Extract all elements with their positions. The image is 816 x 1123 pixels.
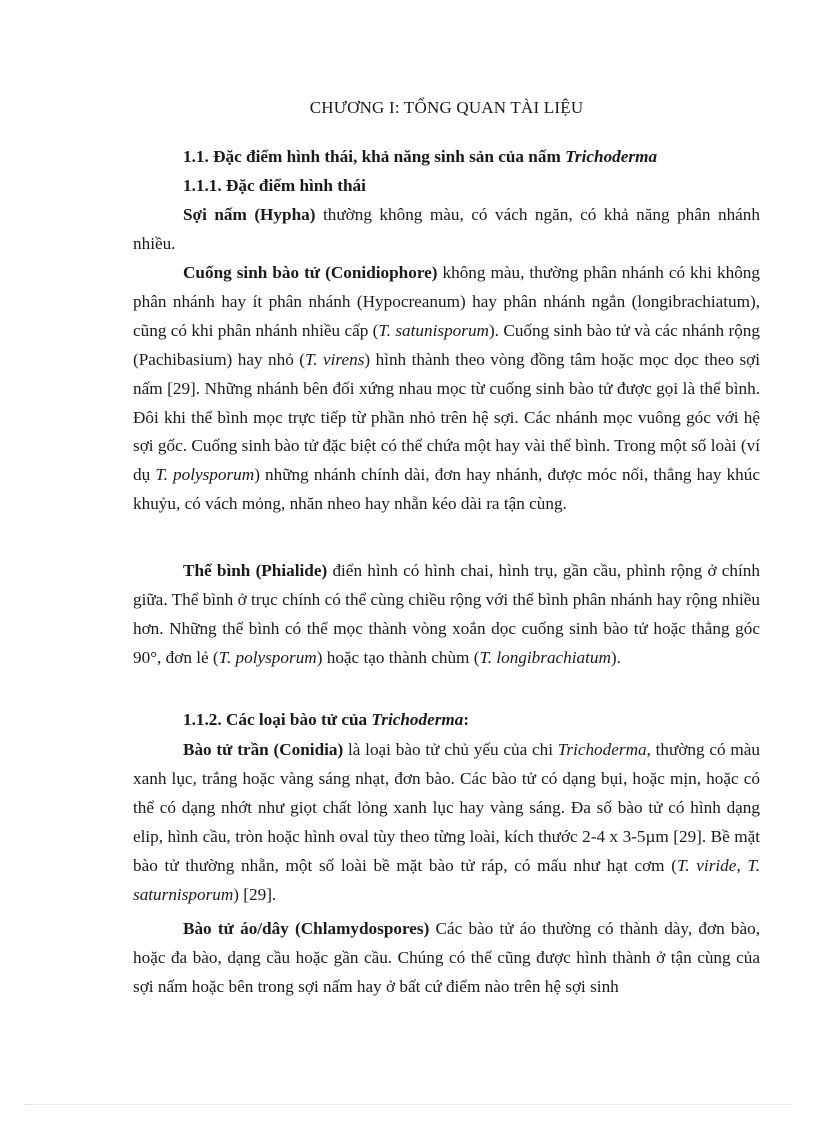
paragraph-phialide	[133, 557, 760, 673]
heading-1-1-italic: Trichoderma	[565, 147, 658, 166]
chlamydospores-lead: Bào tử áo/dây (Chlamydospores)	[183, 919, 430, 938]
conidia-text-1: là loại bào tử chủ yếu của chi	[343, 740, 558, 759]
conidiophore-text-2: ). Cuống sinh bào tử và các nhánh rộng (Pachibasium) hay nhỏ (	[133, 320, 760, 369]
hypha-lead: Sợi nấm (Hypha)	[183, 205, 316, 224]
page-bottom-divider	[24, 1104, 792, 1105]
heading-1-1-2	[133, 706, 760, 735]
conidiophore-species-1: T. satunisporum	[378, 320, 489, 340]
conidiophore-text-3: ) hình thành theo vòng đồng tâm hoặc mọc dọc theo sợi nấm [29]. Những nhánh bên đối xứng nhau mọc từ cuống sinh bào tử được gọi là thể bình. Đôi khi thể bình mọc trực tiếp từ phần nhỏ trên hệ sợi. Các nhánh mọc vuông góc với hệ sợi gốc. Cuống sinh bào tử đặc biệt có thể chứa một hay vài thể bình. Trong một số loài (ví dụ	[133, 349, 760, 485]
phialide-species-2: T. longibrachiatum	[479, 647, 611, 667]
conidia-text-3: ,	[736, 855, 748, 875]
conidiophore-text-4: ) những nhánh chính dài, đơn hay nhánh, được móc nối, thẳng hay khúc khuỷu, có vách mỏng, nhăn nheo hay nhẵn kéo dài ra tận cùng.	[133, 465, 760, 514]
paragraph-hypha	[133, 201, 760, 259]
paragraph-conidiophore	[133, 259, 760, 519]
heading-1-1-1	[133, 172, 760, 201]
chapter-title: CHƯƠNG I: TỔNG QUAN TÀI LIỆU	[309, 98, 584, 117]
paragraph-conidia	[133, 736, 760, 909]
conidia-species-2: T. saturnisporum	[133, 855, 761, 904]
hypha-text: thường không màu, có vách ngăn, có khả năng phân nhánh nhiều.	[133, 205, 760, 253]
heading-1-1	[133, 143, 760, 172]
heading-1-1-2-text: 1.1.2. Các loại bào tử của	[183, 710, 372, 729]
phialide-lead: Thể bình (Phialide)	[183, 561, 328, 580]
paragraph-chlamydospores	[133, 915, 760, 1002]
heading-1-1-2-italic: Trichoderma	[371, 710, 464, 729]
conidiophore-text-1: không màu, thường phân nhánh có khi không phân nhánh hay ít phân nhánh (Hypocreanum) hay phân nhánh ngắn (longibrachiatum), cũng có khi phân nhánh nhiều cấp (	[133, 263, 760, 340]
phialide-text-1: điển hình có hình chai, hình trụ, gần cầu, phình rộng ở chính giữa. Thể bình ở trục chính có thể cùng chiều rộng với thể bình phân nhánh hay rộng nhiều hơn. Những thể bình có thể mọc thành vòng xoắn dọc cuống sinh bào tử hoặc thẳng góc 90°, đơn lẻ (	[133, 561, 760, 667]
conidia-lead: Bào tử trần (Conidia)	[183, 740, 344, 759]
heading-1-1-2-suffix: :	[463, 710, 470, 729]
conidiophore-lead: Cuống sinh bào tử (Conidiophore)	[183, 263, 438, 282]
phialide-text-2: ) hoặc tạo thành chùm (	[316, 647, 480, 667]
conidia-text-4: ) [29].	[233, 884, 277, 904]
heading-1-1-1-text: 1.1.1. Đặc điểm hình thái	[183, 176, 366, 195]
conidia-species-1: T. viride	[676, 855, 737, 875]
chlamydospores-text-1: Các bào tử áo thường có thành dày, đơn bào, hoặc đa bào, dạng cầu hoặc gần cầu. Chúng có thể cũng được hình thành ở tận cùng của sợi nấm hoặc bên trong sợi nấm hay ở bất cứ điểm nào trên hệ sợi sinh	[133, 919, 760, 996]
conidia-genus: Trichoderma	[557, 740, 647, 759]
heading-1-1-text: 1.1. Đặc điểm hình thái, khả năng sinh sản của nấm	[183, 147, 566, 166]
phialide-species-1: T. polysporum	[218, 647, 317, 667]
conidia-text-2: , thường có màu xanh lục, trắng hoặc vàng sáng nhạt, đơn bào. Các bào tử có dạng bụi, hoặc mịn, hoặc có thể có dạng nhớt như giọt chất lỏng xanh lục hay vàng sáng. Đa số bào tử có hình dạng elip, hình cầu, tròn hoặc hình oval tùy theo từng loài, kích thước 2-4 x 3-5µm [29]. Bề mặt bào tử thường nhẵn, một số loài bề mặt bào tử ráp, có mấu như hạt cơm (	[133, 740, 760, 875]
conidiophore-species-2: T. virens	[304, 349, 365, 369]
phialide-text-3: ).	[610, 647, 621, 667]
conidiophore-species-3: T. polysporum	[155, 465, 255, 485]
